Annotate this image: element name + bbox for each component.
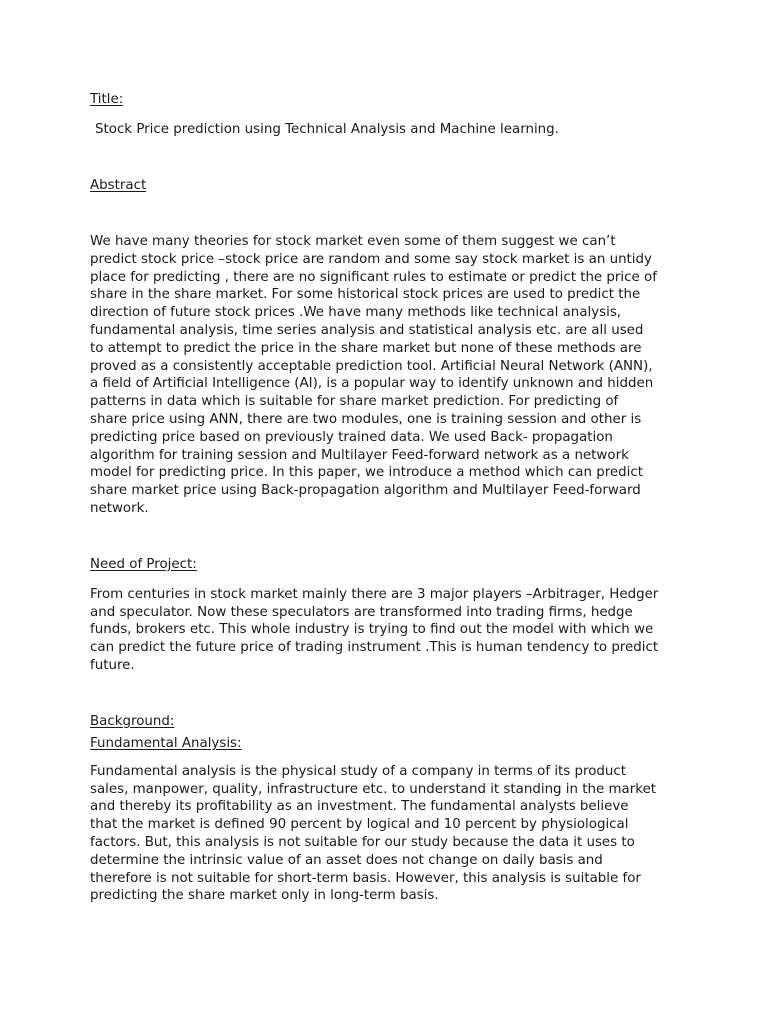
fundamental-analysis-heading: Fundamental Analysis:: [90, 735, 242, 751]
abstract-line: patterns in data which is suitable for share market prediction. For predicting of: [90, 394, 619, 410]
abstract-line: model for predicting price. In this paper, we introduce a method which can predict: [90, 465, 643, 481]
document-page: [90, 91, 690, 905]
abstract-line: proved as a consistently acceptable prediction tool. Artificial Neural Network (ANN),: [90, 358, 653, 374]
document-title: Stock Price prediction using Technical Analysis and Machine learning.: [95, 122, 559, 137]
fundamental-line: therefore is not suitable for short-term basis. However, this analysis is suitable for: [90, 870, 641, 886]
abstract-line: predicting price based on previously trained data. We used Back- propagation: [90, 429, 613, 445]
abstract-line: direction of future stock prices .We have many methods like technical analysis,: [90, 305, 622, 321]
need-line: and speculator. Now these speculators are transformed into trading firms, hedge: [90, 604, 633, 620]
need-of-project-paragraph: [90, 586, 690, 675]
fundamental-line: Fundamental analysis is the physical study of a company in terms of its product: [90, 763, 627, 779]
need-of-project-heading: Need of Project:: [90, 556, 197, 572]
abstract-line: We have many theories for stock market even some of them suggest we can’t: [90, 234, 616, 249]
fundamental-line: that the market is defined 90 percent by logical and 10 percent by physiological: [90, 817, 629, 833]
fundamental-line: factors. But, this analysis is not suitable for our study because the data it uses to: [90, 834, 635, 850]
fundamental-analysis-paragraph: [90, 763, 690, 905]
need-line: can predict the future price of trading instrument .This is human tendency to predict: [90, 640, 659, 656]
fundamental-line: and thereby its profitability as an investment. The fundamental analysts believe: [90, 799, 629, 815]
background-heading: Background:: [90, 713, 175, 729]
abstract-line: to attempt to predict the price in the share market but none of these methods are: [90, 340, 642, 356]
need-line: From centuries in stock market mainly there are 3 major players –Arbitrager, Hedger: [90, 586, 659, 602]
fundamental-line: determine the intrinsic value of an asset does not change on daily basis and: [90, 852, 603, 868]
abstract-paragraph: [90, 233, 690, 518]
abstract-line: place for predicting , there are no significant rules to estimate or predict the price of: [90, 269, 657, 285]
fundamental-line: predicting the share market only in long-term basis.: [90, 888, 439, 904]
abstract-line: share price using ANN, there are two modules, one is training session and other is: [90, 411, 642, 427]
abstract-line: share market price using Back-propagation algorithm and Multilayer Feed-forward: [90, 483, 641, 499]
abstract-line: share in the share market. For some historical stock prices are used to predict the: [90, 287, 641, 303]
abstract-line: algorithm for training session and Multilayer Feed-forward network as a network: [90, 447, 629, 463]
abstract-heading: Abstract: [90, 178, 147, 193]
fundamental-line: sales, manpower, quality, infrastructure etc. to understand it standing in the market: [90, 781, 657, 797]
abstract-line: network.: [90, 500, 149, 516]
title-heading: Title:: [90, 92, 124, 107]
abstract-line: a field of Artificial Intelligence (AI), is a popular way to identify unknown and hidden: [90, 376, 654, 392]
abstract-line: fundamental analysis, time series analysis and statistical analysis etc. are all used: [90, 322, 644, 338]
need-line: future.: [90, 657, 135, 673]
need-line: funds, brokers etc. This whole industry is trying to find out the model with which we: [90, 622, 654, 638]
abstract-line: predict stock price –stock price are random and some say stock market is an untidy: [90, 251, 652, 267]
